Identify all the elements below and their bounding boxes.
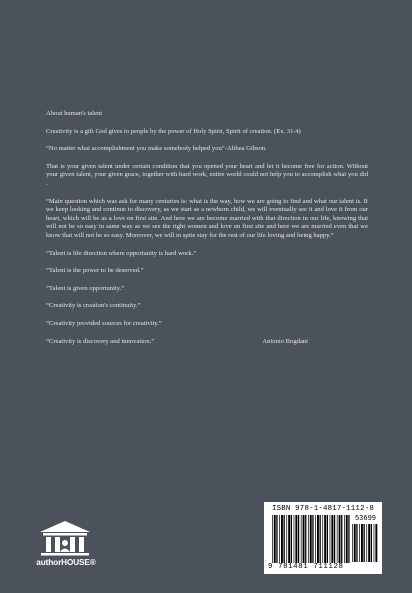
quote-creativity-discovery-text: “Creativity is discovery and innovation.” [46,337,155,345]
barcode-digits: 9 781481 711128 [268,563,344,571]
publisher-logo [30,520,100,570]
addon-number: 53699 [354,515,376,523]
quote-creativity-continuity: “Creativity is creation's continuity.” [46,302,141,310]
quote-talent-life-direction: “Talent is life direction where opportunity is hard work.” [46,249,197,257]
paragraph-main-question: “Main question which was ask for many centuries is: what is the way, how we are going to find and what our talent is. If we keep looking and continue to discovery, as we start as a newborn child, we will eventually see it and love it from our heart, which will be as a love on first site. And here we are become married with that direction in our life, knowing that will not be so easy in same way as we see the right women and love on first site and here we are married even that we know that will not be so easy. Moreover, we will in spite stay for the rest of our life loving and being happy.” [46,197,368,239]
paragraph-creativity-gift: Creativity is a gift God gives to people by the power of Holy Spirit, Spirit of creation. (Ex. 31:4) [46,127,301,135]
quote-creativity-discovery [46,338,368,347]
publisher-name: authorHOUSE® [36,558,96,567]
barcode-bars [272,515,350,563]
isbn-barcode [264,502,382,574]
addon-barcode-bars [352,524,378,562]
author-name: Antonio Bogdani [262,337,308,345]
quote-creativity-sources: “Creativity provided sources for creativity.” [46,319,162,327]
quote-talent-opportunity: “Talent is given opportunity.” [46,284,125,292]
paragraph-given-talent: That is your given talent under certain condition that you opened your heart and let it become free for action. Without your given talent, your given grace, together with hard work, entire world could not help you to accomplish what you did . [46,162,368,187]
quote-talent-power: “Talent is the power to be deserved.” [46,267,144,275]
isbn-label: ISBN 978-1-4817-1112-8 [272,505,374,513]
back-cover-text [46,110,368,355]
quote-althea-gibson: “No matter what accomplishment you make somebody helped you”-Althea Gibson. [46,145,267,153]
section-heading: About human's talent [46,110,103,117]
building-pillars-icon [38,520,92,556]
